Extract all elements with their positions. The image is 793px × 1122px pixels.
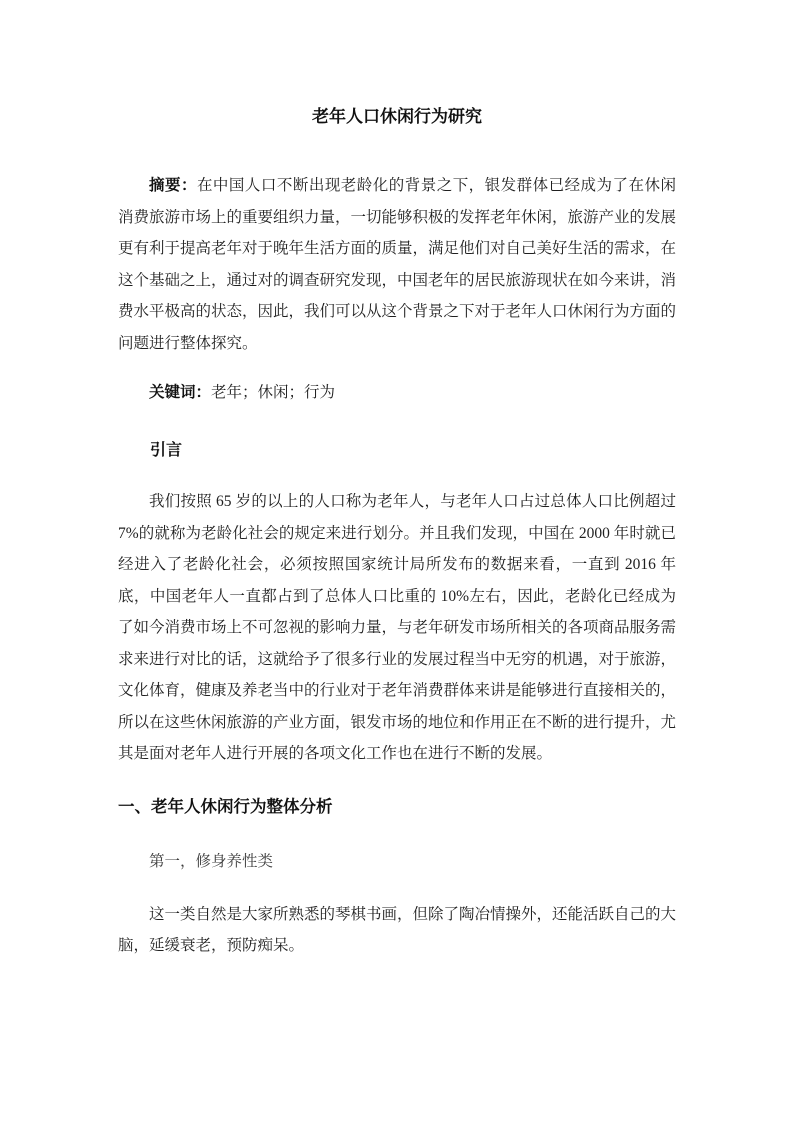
keywords-line — [118, 377, 676, 409]
abstract-label: 摘要： — [149, 177, 197, 194]
abstract-text: 在中国人口不断出现老龄化的背景之下，银发群体已经成为了在休闲消费旅游市场上的重要组织力量，一切能够积极的发挥老年休闲，旅游产业的发展更有利于提高老年对于晚年生活方面的质量，满足他们对自己美好生活的需求，在这个基础之上，通过对的调查研究发现，中国老年的居民旅游现状在如今来讲，消费水平极高的状态，因此，我们可以从这个背景之下对于老年人口休闲行为方面的问题进行整体探究。 — [118, 177, 677, 352]
document-content — [118, 0, 676, 962]
section-1-subitem: 第一，修身养性类 — [149, 853, 274, 870]
section-1-paragraph: 这一类自然是大家所熟悉的琴棋书画，但除了陶冶情操外，还能活跃自己的大脑，延缓衰老，预防痴呆。 — [118, 905, 677, 954]
abstract-paragraph — [118, 170, 676, 359]
introduction-heading: 引言 — [150, 441, 183, 459]
document-title: 老年人口休闲行为研究 — [312, 107, 482, 126]
keywords-label: 关键词： — [149, 384, 212, 401]
section-1-heading: 一、老年人休闲行为整体分析 — [118, 796, 333, 816]
introduction-paragraph: 我们按照 65 岁的以上的人口称为老年人，与老年人口占过总体人口比例超过 7%的就称为老龄化社会的规定来进行划分。并且我们发现，中国在 2000 年时就已经进入了老龄化社会，必须按照国家统计局所发布的数据来看，一直到 2016 年底，中国老年人一直都占到了总体人口比重的 10%左右，因此，老龄化已经成为了如今消费市场上不可忽视的影响力量，与老年研发市场所相关的各项商品服务需求来进行对比的话，这就给予了很多行业的发展过程当中无穷的机遇，对于旅游，文化体育，健康及养老当中的行业对于老年消费群体来讲是能够进行直接相关的，所以在这些休闲旅游的产业方面，银发市场的地位和作用正在不断的进行提升，尤其是面对老年人进行开展的各项文化工作也在进行不断的发展。 — [118, 493, 677, 762]
keywords-text: 老年；休闲；行为 — [211, 384, 336, 401]
